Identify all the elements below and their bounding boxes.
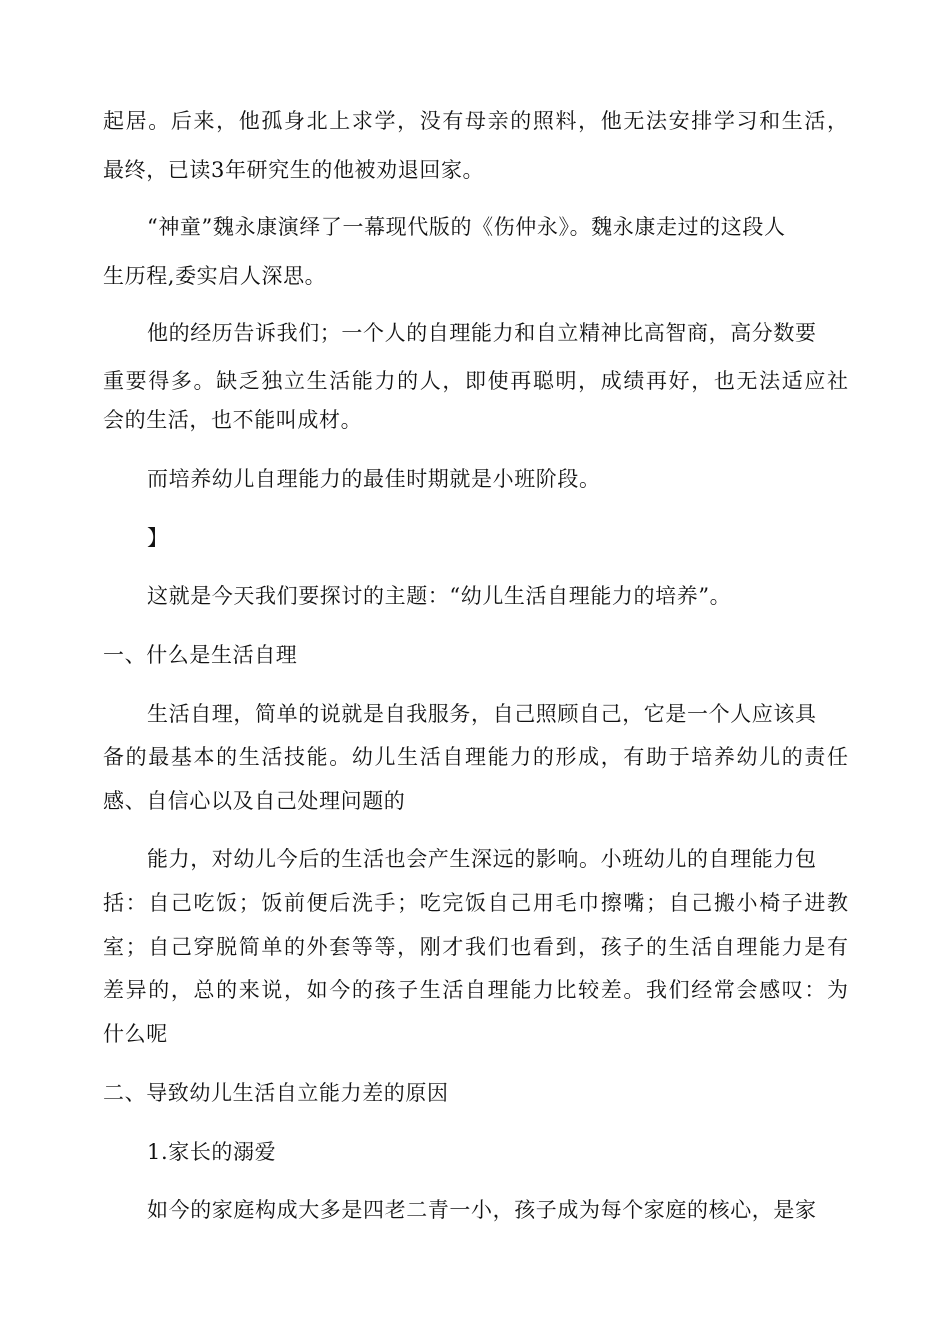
text-line: 什么呢 xyxy=(103,1022,168,1046)
text-line: 备的最基本的生活技能。幼儿生活自理能力的形成，有助于培养幼儿的责任 xyxy=(103,745,848,769)
text-line: 起居。后来，他孤身北上求学，没有母亲的照料，他无法安排学习和生活， xyxy=(103,109,848,133)
text-line: 会的生活，也不能叫成材。 xyxy=(103,408,363,432)
text-line: 而培养幼儿自理能力的最佳时期就是小班阶段。 xyxy=(147,467,601,491)
text-line: 这就是今天我们要探讨的主题：“幼儿生活自理能力的培养”。 xyxy=(147,584,732,608)
text-line: 最终，已读3年研究生的他被劝退回家。 xyxy=(103,158,485,182)
subsection-heading: 1.家长的溺爱 xyxy=(147,1140,277,1164)
text-line: 他的经历告诉我们；一个人的自理能力和自立精神比高智商，高分数要 xyxy=(147,321,817,345)
text-line: 如今的家庭构成大多是四老二青一小，孩子成为每个家庭的核心，是家 xyxy=(147,1198,817,1222)
text-line: 感、自信心以及自己处理问题的 xyxy=(103,789,406,813)
text-line: 】 xyxy=(147,526,169,550)
text-line: 差异的，总的来说，如今的孩子生活自理能力比较差。我们经常会感叹：为 xyxy=(103,978,848,1002)
section-heading: 一、什么是生活自理 xyxy=(103,643,298,667)
text-line: 生历程,委实启人深思。 xyxy=(103,264,327,288)
text-line: “神童”魏永康演绎了一幕现代版的《伤仲永》。魏永康走过的这段人 xyxy=(147,215,786,239)
text-line: 室；自己穿脱简单的外套等等，刚才我们也看到，孩子的生活自理能力是有 xyxy=(103,935,848,959)
text-line: 重要得多。缺乏独立生活能力的人，即使再聪明，成绩再好，也无法适应社 xyxy=(103,369,848,393)
text-line: 生活自理，简单的说就是自我服务，自己照顾自己，它是一个人应该具 xyxy=(147,702,817,726)
text-line: 括：自己吃饭；饭前便后洗手；吃完饭自己用毛巾擦嘴；自己搬小椅子进教 xyxy=(103,891,848,915)
section-heading: 二、导致幼儿生活自立能力差的原因 xyxy=(103,1081,449,1105)
text-line: 能力，对幼儿今后的生活也会产生深远的影响。小班幼儿的自理能力包 xyxy=(147,847,817,871)
